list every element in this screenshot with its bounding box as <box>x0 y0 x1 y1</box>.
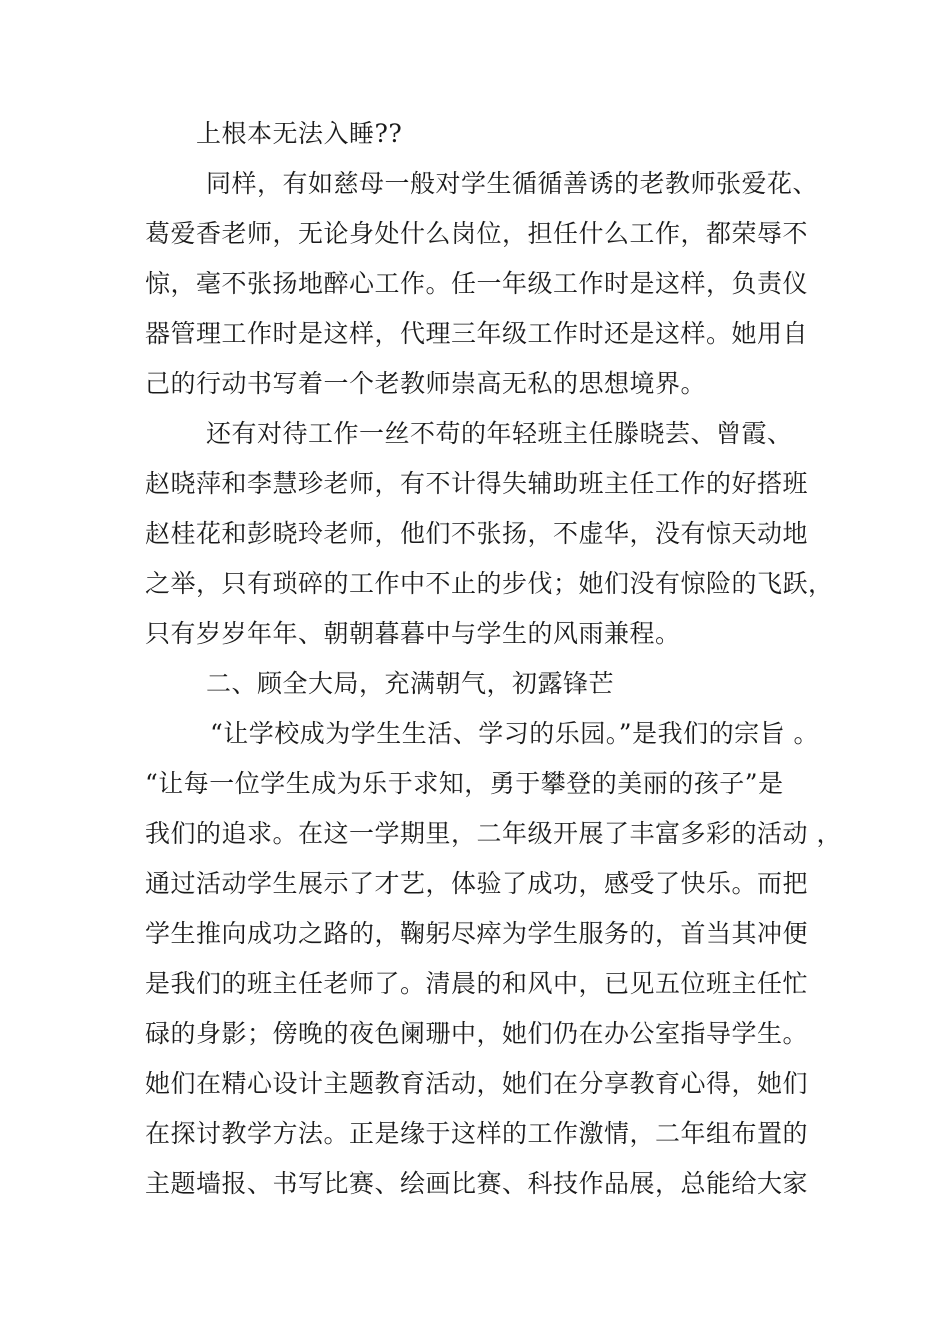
text-line: 通过活动学生展示了才艺，体验了成功，感受了快乐。而把 <box>145 869 809 898</box>
text-line: 在探讨教学方法。正是缘于这样的工作激情，二年组布置的 <box>145 1119 809 1148</box>
text-line: 赵晓萍和李慧珍老师，有不计得失辅助班主任工作的好搭班 <box>145 469 809 498</box>
text-line: 之举，只有琐碎的工作中不止的步伐；她们没有惊险的飞跃， <box>145 569 834 598</box>
text-line: “让每一位学生成为乐于求知，勇于攀登的美丽的孩子”是 <box>145 769 784 798</box>
text-line: 器管理工作时是这样，代理三年级工作时还是这样。她用自 <box>145 319 809 348</box>
text-line: 主题墙报、书写比赛、绘画比赛、科技作品展，总能给大家 <box>145 1169 809 1198</box>
section-heading: 二、顾全大局，充满朝气，初露锋芒 <box>206 669 615 698</box>
paragraph-start-line: 还有对待工作一丝不苟的年轻班主任滕晓芸、曾霞、 <box>206 419 793 448</box>
text-line: 己的行动书写着一个老教师崇高无私的思想境界。 <box>145 369 707 398</box>
text-line: 学生推向成功之路的，鞠躬尽瘁为学生服务的，首当其冲便 <box>145 919 809 948</box>
text-line: 碌的身影；傍晚的夜色阑珊中，她们仍在办公室指导学生。 <box>145 1019 809 1048</box>
text-line: 是我们的班主任老师了。清晨的和风中，已见五位班主任忙 <box>145 969 809 998</box>
text-line: 上根本无法入睡?? <box>196 119 403 148</box>
paragraph-start-line: “让学校成为学生生活、学习的乐园。”是我们的宗旨 。 <box>210 719 820 748</box>
text-line: 葛爱香老师，无论身处什么岗位，担任什么工作，都荣辱不 <box>145 219 809 248</box>
text-line: 只有岁岁年年、朝朝暮暮中与学生的风雨兼程。 <box>145 619 681 648</box>
text-line: 她们在精心设计主题教育活动，她们在分享教育心得，她们 <box>145 1069 809 1098</box>
paragraph-start-line: 同样，有如慈母一般对学生循循善诱的老教师张爱花、 <box>206 169 819 198</box>
text-line: 我们的追求。在这一学期里，二年级开展了丰富多彩的活动 ， <box>145 819 842 848</box>
text-line: 惊，毫不张扬地醉心工作。任一年级工作时是这样，负责仪 <box>145 269 809 298</box>
text-line: 赵桂花和彭晓玲老师，他们不张扬，不虚华，没有惊天动地 <box>145 519 809 548</box>
